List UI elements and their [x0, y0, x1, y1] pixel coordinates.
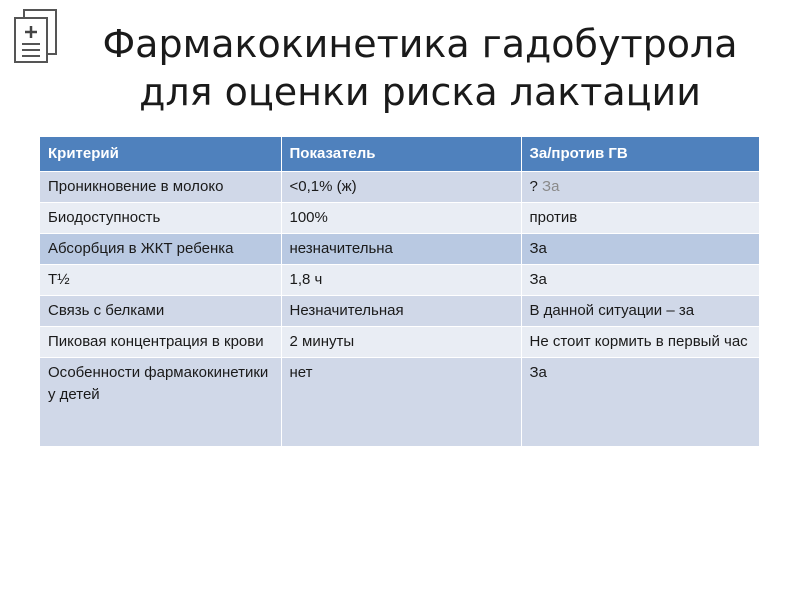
cell-criterion: Биодоступность — [40, 203, 281, 234]
header-criterion: Критерий — [40, 137, 281, 172]
cell-verdict: В данной ситуации – за — [521, 296, 759, 327]
cell-criterion: Абсорбция в ЖКТ ребенка — [40, 234, 281, 265]
cell-criterion: Т½ — [40, 265, 281, 296]
cell-criterion: Связь с белками — [40, 296, 281, 327]
title-line-2: для оценки риска лактации — [139, 70, 701, 114]
verdict-prefix: ? — [529, 178, 543, 195]
title-line-1: Фармакокинетика гадобутрола — [102, 22, 738, 66]
pharmacokinetics-table — [40, 137, 759, 447]
cell-value: незначительна — [281, 234, 521, 265]
table-row — [40, 327, 759, 358]
table-row — [40, 358, 759, 447]
cell-criterion: Пиковая концентрация в крови — [40, 327, 281, 358]
table-header-row — [40, 137, 759, 172]
cell-value: 2 минуты — [281, 327, 521, 358]
cell-value: <0,1% (ж) — [281, 172, 521, 203]
cell-value: 100% — [281, 203, 521, 234]
cell-criterion: Проникновение в молоко — [40, 172, 281, 203]
cell-verdict: За — [521, 265, 759, 296]
document-plus-icon — [12, 8, 58, 66]
table-row — [40, 203, 759, 234]
cell-verdict — [521, 172, 759, 203]
cell-verdict: За — [521, 358, 759, 447]
header-verdict: За/против ГВ — [521, 137, 759, 172]
table-row — [40, 172, 759, 203]
page-title — [60, 20, 780, 116]
cell-verdict: За — [521, 234, 759, 265]
cell-value: Незначительная — [281, 296, 521, 327]
table-row — [40, 234, 759, 265]
cell-verdict: Не стоит кормить в первый час — [521, 327, 759, 358]
table-row — [40, 296, 759, 327]
cell-value: нет — [281, 358, 521, 447]
cell-verdict: против — [521, 203, 759, 234]
header-value: Показатель — [281, 137, 521, 172]
table-row — [40, 265, 759, 296]
cell-criterion: Особенности фармакокинетики у детей — [40, 358, 281, 447]
verdict-text: За — [542, 178, 560, 195]
cell-value: 1,8 ч — [281, 265, 521, 296]
